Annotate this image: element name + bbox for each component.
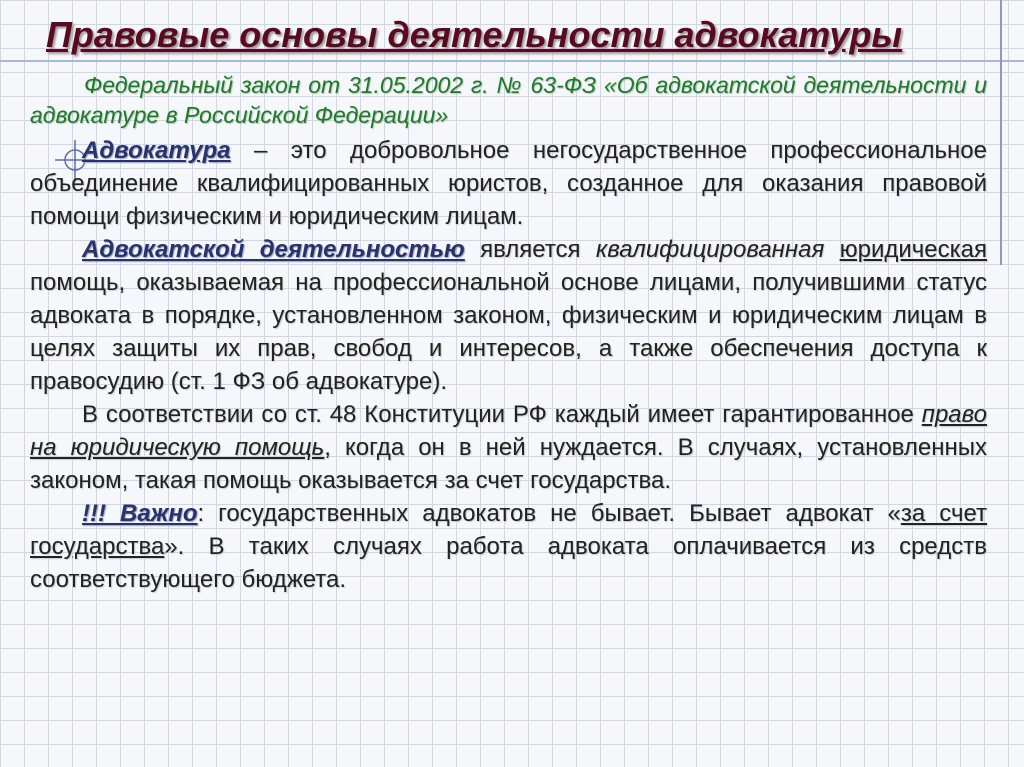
term-advocacy: Адвокатура [82,137,231,164]
important-note-rest-text: ». В таких случаях работа адвоката оплачивается из средств соответствующего бюджета. [30,533,987,593]
advocacy-definition-text: – это добровольное негосударственное профессиональное объединение квалифицированных юристов, созданное для оказания правовой помощи физическим и юридическим лицам. [30,137,987,230]
slide-title: Правовые основы деятельности адвокатуры [46,14,903,55]
activity-definition-text: помощь, оказываемая на профессиональной основе лицами, получившими статус адвоката в порядке, установленном законом, физическим и юридическим лицам в целях защиты их прав, свобод и интересов, а также обеспечения доступа к правосудию (ст. 1 ФЗ об адвокатуре). [30,269,987,395]
decorative-horizontal-line [0,60,1024,62]
important-note-label: !!! Важно [82,500,198,527]
qualified-word: квалифицированная [595,236,825,263]
law-reference: Федеральный закон от 31.05.2002 г. № 63-ФЗ «Об адвокатской деятельности и адвокатуре в Российской Федерации» [30,72,987,128]
activity-connector-text: является [464,236,596,263]
slide-body [30,70,987,596]
right-to-legal-aid: право на юридическую помощь [30,401,987,461]
state-funded-phrase: за счет государства [30,500,987,560]
term-advocacy-activity: Адвокатской деятельностью [82,236,465,263]
constitution-rest-text: , когда он в ней нуждается. В случаях, установленных законом, такая помощь оказывается за счет государства. [30,434,987,494]
legal-word: юридическая [839,236,987,263]
paragraph-advocacy-activity [30,233,987,398]
paragraph-advocacy-definition [30,134,987,233]
paragraph-important [30,497,987,596]
paragraph-constitution [30,398,987,497]
decorative-vertical-line [1000,0,1002,265]
important-note-text: : государственных адвокатов не бывает. Бывает адвокат « [197,500,901,527]
constitution-intro-text: В соответствии со ст. 48 Конституции РФ каждый имеет гарантированное [82,401,922,428]
